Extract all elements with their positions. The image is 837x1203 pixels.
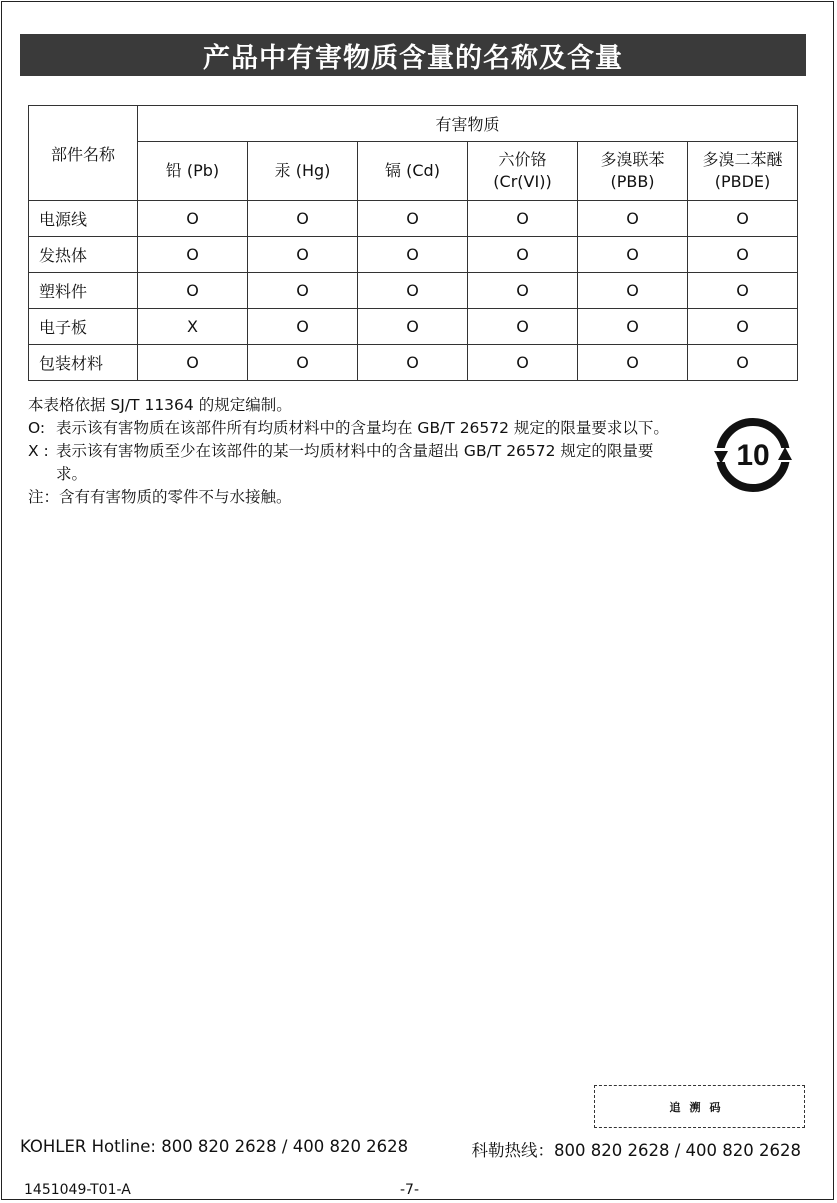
substance-name: 六价铬 [498,150,547,169]
substance-status-cell: O [468,237,578,273]
rohs-years-label: 10 [736,439,770,472]
part-name-cell: 电子板 [29,309,138,345]
trace-code-box: 追溯码 [594,1085,805,1128]
substance-name: 镉 (Cd) [385,161,440,180]
substance-status-cell: O [248,345,358,381]
part-name-cell: 发热体 [29,237,138,273]
table-row [29,309,798,345]
water-caution-note: 注：含有有害物质的零件不与水接触。 [28,488,292,506]
substance-status-cell: O [248,237,358,273]
document-number: 1451049-T01-A [24,1182,131,1198]
substance-status-cell: O [468,201,578,237]
hotline-english: KOHLER Hotline: 800 820 2628 / 400 820 2628 [20,1137,409,1156]
substance-status-cell: O [468,345,578,381]
x-definition-text: 表示该有害物质至少在该部件的某一均质材料中的含量超出 GB/T 26572 规定的限量要求。 [56,442,654,483]
substance-name: 多溴联苯 [600,150,665,169]
table-row [29,237,798,273]
o-definition-text: 表示该有害物质在该部件所有均质材料中的含量均在 GB/T 26572 规定的限量要求以下。 [56,419,669,437]
substance-status-cell: O [688,273,798,309]
substance-group-header: 有害物质 [138,106,798,142]
substance-status-cell: O [578,237,688,273]
page-number: -7- [400,1182,420,1198]
substance-status-cell: X [138,309,248,345]
x-definition-note [28,440,678,486]
substance-status-cell: O [138,273,248,309]
substance-column-header [138,142,248,201]
page-title: 产品中有害物质含量的名称及含量 [20,34,806,76]
o-mark: O: [28,419,46,437]
substance-status-cell: O [688,201,798,237]
substance-column-header [578,142,688,201]
substance-symbol: (Cr(VI)) [493,172,552,191]
part-name-cell: 包装材料 [29,345,138,381]
substance-status-cell: O [248,273,358,309]
substance-status-cell: O [578,309,688,345]
substance-status-cell: O [468,309,578,345]
substance-column-header [468,142,578,201]
substance-status-cell: O [688,237,798,273]
hazardous-substance-table [28,105,798,381]
substance-status-cell: O [358,273,468,309]
substance-status-cell: O [138,201,248,237]
substance-status-cell: O [358,237,468,273]
standard-note: 本表格依据 SJ/T 11364 的规定编制。 [28,396,292,414]
substance-symbol: (PBDE) [714,172,771,191]
part-name-cell: 电源线 [29,201,138,237]
table-row [29,201,798,237]
substance-status-cell: O [688,309,798,345]
substance-status-cell: O [358,309,468,345]
x-mark: X : [28,442,49,460]
document-page [1,1,834,1200]
environment-protection-use-period-icon [712,414,794,496]
part-name-header: 部件名称 [29,106,138,201]
substance-column-header [688,142,798,201]
substance-status-cell: O [578,345,688,381]
substance-name: 多溴二苯醚 [702,150,783,169]
substance-status-cell: O [248,201,358,237]
substance-status-cell: O [578,201,688,237]
substance-status-cell: O [688,345,798,381]
o-definition-note [28,417,678,440]
table-row [29,273,798,309]
substance-status-cell: O [468,273,578,309]
substance-name: 铅 (Pb) [165,161,220,180]
substance-status-cell: O [138,237,248,273]
hotline-chinese: 科勒热线：800 820 2628 / 400 820 2628 [471,1141,801,1160]
substance-status-cell: O [358,345,468,381]
table-row [29,345,798,381]
part-name-cell: 塑料件 [29,273,138,309]
notes [28,394,678,509]
substance-status-cell: O [578,273,688,309]
substance-symbol: (PBB) [610,172,655,191]
substance-status-cell: O [138,345,248,381]
substance-column-header [358,142,468,201]
substance-name: 汞 (Hg) [274,161,331,180]
substance-status-cell: O [248,309,358,345]
substance-column-header [248,142,358,201]
substance-status-cell: O [358,201,468,237]
